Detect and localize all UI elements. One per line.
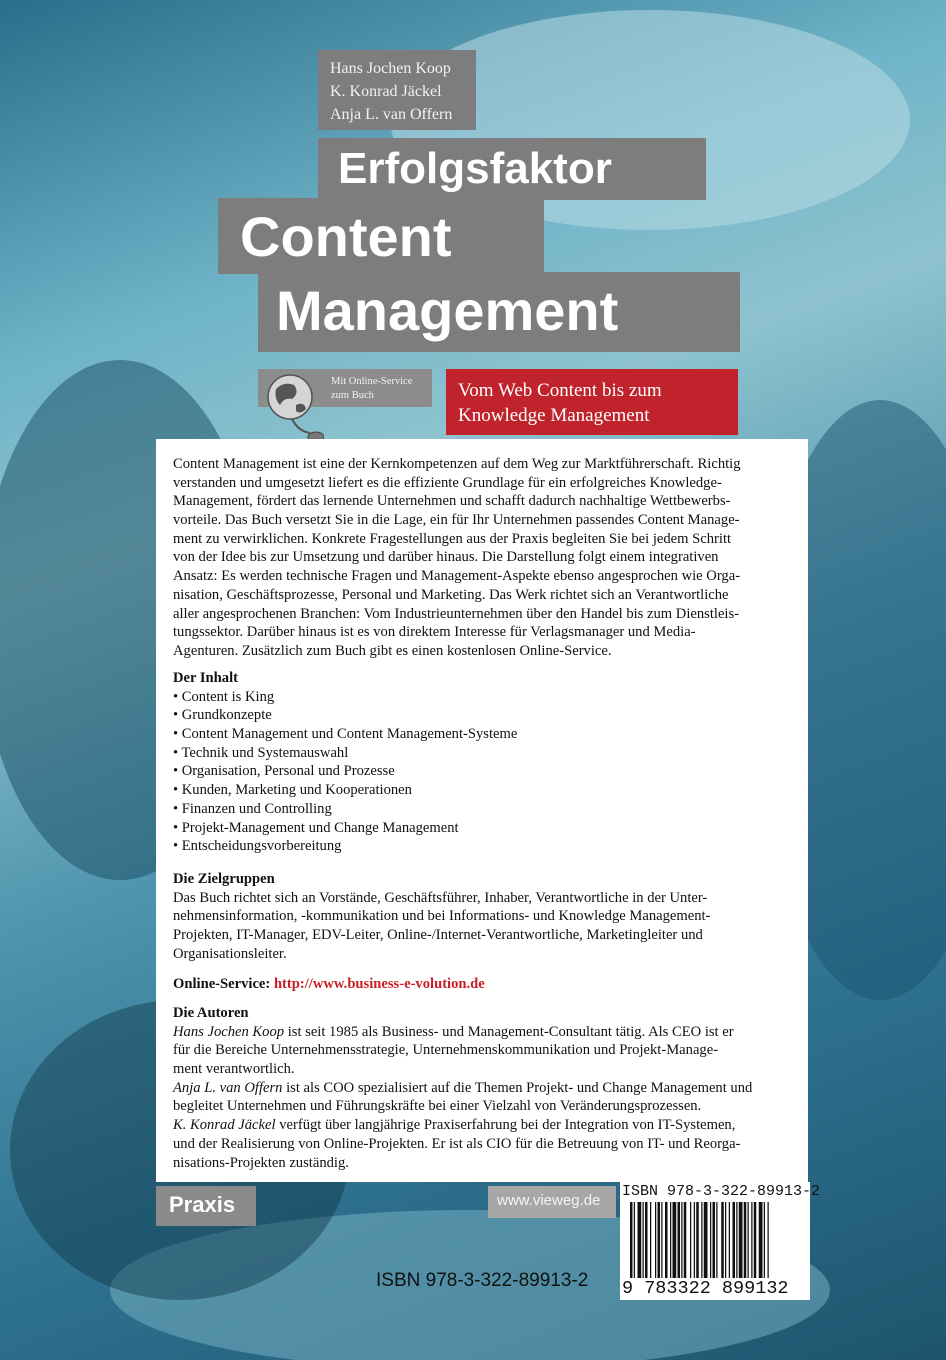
title-line-3: Management <box>276 279 619 342</box>
author-jaeckel-line <box>173 1116 803 1135</box>
barcode-bar <box>733 1202 736 1278</box>
intro-line-7: Ansatz: Es werden technische Fragen und Management-Aspekte ebenso angesprochen wie Orga- <box>173 568 741 585</box>
title-box-1 <box>318 138 706 200</box>
intro-line-4: vorteile. Das Buch versetzt Sie in die Lage, ein für Ihr Unternehmen passendes Content Manage- <box>173 512 740 529</box>
title-box-3 <box>258 272 740 352</box>
intro-line-3: Management, fördert das lernende Unternehmen und schafft dadurch nachhaltige Wettbewerbs- <box>173 493 731 510</box>
author-koop-more-2: ment verantwortlich. <box>173 1061 295 1078</box>
barcode-bar <box>710 1202 711 1278</box>
zielgruppen-line-3: Projekten, IT-Manager, EDV-Leiter, Online-/Internet-Verantwortliche, Marketingleiter und <box>173 927 703 944</box>
online-service-link[interactable]: http://www.business-e-volution.de <box>273 976 485 992</box>
author-koop-line <box>173 1023 803 1042</box>
intro-line-5: ment zu verwirklichen. Konkrete Fragestellungen aus der Praxis begleiten Sie bei jedem Schritt <box>173 530 732 547</box>
barcode-bar <box>665 1202 668 1278</box>
barcode-panel <box>620 1182 821 1300</box>
barcode-bar <box>673 1202 677 1278</box>
title-line-2: Content <box>240 205 452 268</box>
publisher-badge <box>488 1186 616 1218</box>
author-koop-name: Hans Jochen Koop <box>173 1023 285 1040</box>
barcode-digits: 9 783322 899132 <box>622 1278 789 1299</box>
online-badge-line-1: Mit Online-Service <box>331 376 413 387</box>
barcode-bar <box>736 1202 737 1278</box>
barcode-bar <box>634 1202 635 1278</box>
inhalt-item-4: • Technik und Systemauswahl <box>173 744 349 761</box>
inhalt-item-2: • Grundkonzepte <box>173 707 272 724</box>
barcode-bar <box>670 1202 671 1278</box>
online-service-label: Online-Service: <box>173 976 271 992</box>
online-service-badge <box>258 369 432 407</box>
author-koop-text: ist seit 1985 als Business- und Management-Consultant tätig. Als CEO ist er <box>284 1023 734 1040</box>
online-badge-line-2: zum Buch <box>331 390 374 401</box>
zielgruppen-line-4: Organisationsleiter. <box>173 945 287 962</box>
intro-paragraph <box>173 455 803 661</box>
author-1: Hans Jochen Koop <box>330 60 451 77</box>
publisher-url: www.vieweg.de <box>497 1192 601 1209</box>
author-jaeckel-text: verfügt über langjährige Praxiserfahrung bei der Integration von IT-Systemen, <box>275 1117 736 1134</box>
barcode-bar <box>638 1202 642 1278</box>
subtitle-box <box>446 369 738 435</box>
title-box-2 <box>218 198 544 274</box>
barcode-bar <box>645 1202 648 1278</box>
barcode-bar <box>725 1202 726 1278</box>
section-autoren <box>173 1004 803 1172</box>
barcode-bar <box>704 1202 708 1278</box>
author-jaeckel-name: K. Konrad Jäckel <box>173 1117 276 1134</box>
intro-line-11: Agenturen. Zusätzlich zum Buch gibt es einen kostenlosen Online-Service. <box>173 642 612 659</box>
zielgruppen-line-2: nehmensinformation, -kommunikation und bei Informations- und Knowledge Management- <box>173 908 711 925</box>
title-line-1: Erfolgsfaktor <box>338 144 612 193</box>
author-offern-text: ist als COO spezialisiert auf die Themen Projekt- und Change Management und <box>282 1079 753 1096</box>
autoren-heading: Die Autoren <box>173 1005 249 1021</box>
section-zielgruppen <box>173 870 803 963</box>
author-koop-more-1: für die Bereiche Unternehmensstrategie, Unternehmenskommunikation und Projekt-Manage- <box>173 1042 719 1059</box>
barcode-bar <box>655 1202 656 1278</box>
intro-line-8: nisation, Geschäftsprozesse, Personal und Marketing. Das Werk richtet sich an Verantwortliche <box>173 586 729 603</box>
barcode-bar <box>764 1202 765 1278</box>
inhalt-item-6: • Kunden, Marketing und Kooperationen <box>173 782 412 799</box>
barcode-bar <box>650 1202 651 1278</box>
intro-line-10: tungssektor. Darüber hinaus ist es von direktem Interesse für Verlagsmanager und Media- <box>173 624 696 641</box>
barcode <box>620 1202 810 1278</box>
barcode-bar <box>701 1202 702 1278</box>
barcode-bar <box>694 1202 695 1278</box>
inhalt-item-5: • Organisation, Personal und Prozesse <box>173 763 395 780</box>
series-label: Praxis <box>169 1192 236 1217</box>
author-jaeckel-more-1: und der Realisierung von Online-Projekten. Er ist als CIO für die Betreuung von IT- und Reorga- <box>173 1135 741 1152</box>
inhalt-list <box>173 688 803 856</box>
author-jaeckel-more-2: nisations-Projekten zuständig. <box>173 1154 349 1171</box>
barcode-bar <box>754 1202 757 1278</box>
barcode-bar <box>729 1202 730 1278</box>
barcode-bar <box>721 1202 724 1278</box>
inhalt-heading: Der Inhalt <box>173 670 239 686</box>
author-3: Anja L. van Offern <box>330 106 453 123</box>
intro-line-9: aller angesprochenen Branchen: Vom Industrieunternehmen über den Handel bis zum Dienstleis- <box>173 605 740 622</box>
zielgruppen-line-1: Das Buch richtet sich an Vorstände, Geschäftsführer, Inhaber, Verantwortliche in der Unter- <box>173 889 708 906</box>
barcode-bar <box>681 1202 682 1278</box>
author-offern-more-1: begleitet Unternehmen und Führungskräfte bei einer Vielzahl von Veränderungsprozessen. <box>173 1098 702 1115</box>
section-inhalt <box>173 669 803 856</box>
subtitle-line-2: Knowledge Management <box>458 405 650 426</box>
series-badge <box>156 1186 256 1226</box>
intro-line-6: von der Idee bis zur Umsetzung und darüber hinaus. Die Darstellung folgt einem integrativen <box>173 549 719 566</box>
zielgruppen-text <box>173 889 803 964</box>
author-offern-name: Anja L. van Offern <box>173 1079 283 1096</box>
barcode-bar <box>739 1202 743 1278</box>
isbn-footer: ISBN 978-3-322-89913-2 <box>376 1270 589 1291</box>
barcode-bar <box>748 1202 749 1278</box>
barcode-bar <box>658 1202 661 1278</box>
barcode-bar <box>716 1202 717 1278</box>
author-offern-line <box>173 1079 803 1098</box>
barcode-bar <box>759 1202 763 1278</box>
barcode-bar <box>696 1202 699 1278</box>
inhalt-item-7: • Finanzen und Controlling <box>173 800 332 817</box>
barcode-bar <box>678 1202 681 1278</box>
barcode-bar <box>643 1202 644 1278</box>
barcode-bar <box>768 1202 769 1278</box>
inhalt-item-3: • Content Management und Content Management-Systeme <box>173 726 518 743</box>
zielgruppen-heading: Die Zielgruppen <box>173 871 275 887</box>
barcode-bar <box>661 1202 662 1278</box>
author-2: K. Konrad Jäckel <box>330 83 442 100</box>
intro-line-1: Content Management ist eine der Kernkompetenzen auf dem Weg zur Marktführerschaft. Richtig <box>173 456 741 472</box>
inhalt-item-9: • Entscheidungsvorbereitung <box>173 838 342 855</box>
barcode-bar <box>630 1202 633 1278</box>
barcode-bar <box>713 1202 716 1278</box>
subtitle-line-1: Vom Web Content bis zum <box>458 380 662 401</box>
inhalt-item-8: • Projekt-Management und Change Management <box>173 819 459 836</box>
authors-box <box>318 50 476 130</box>
barcode-bar <box>751 1202 752 1278</box>
inhalt-item-1: • Content is King <box>173 688 275 705</box>
barcode-bar <box>744 1202 747 1278</box>
intro-line-2: verstanden und umgesetzt liefert es die effiziente Grundlage für ein erfolgreiches Knowledge- <box>173 474 722 491</box>
barcode-isbn: ISBN 978-3-322-89913-2 <box>622 1183 821 1200</box>
online-service-line <box>173 975 803 994</box>
barcode-bar <box>690 1202 691 1278</box>
barcode-bar <box>684 1202 687 1278</box>
